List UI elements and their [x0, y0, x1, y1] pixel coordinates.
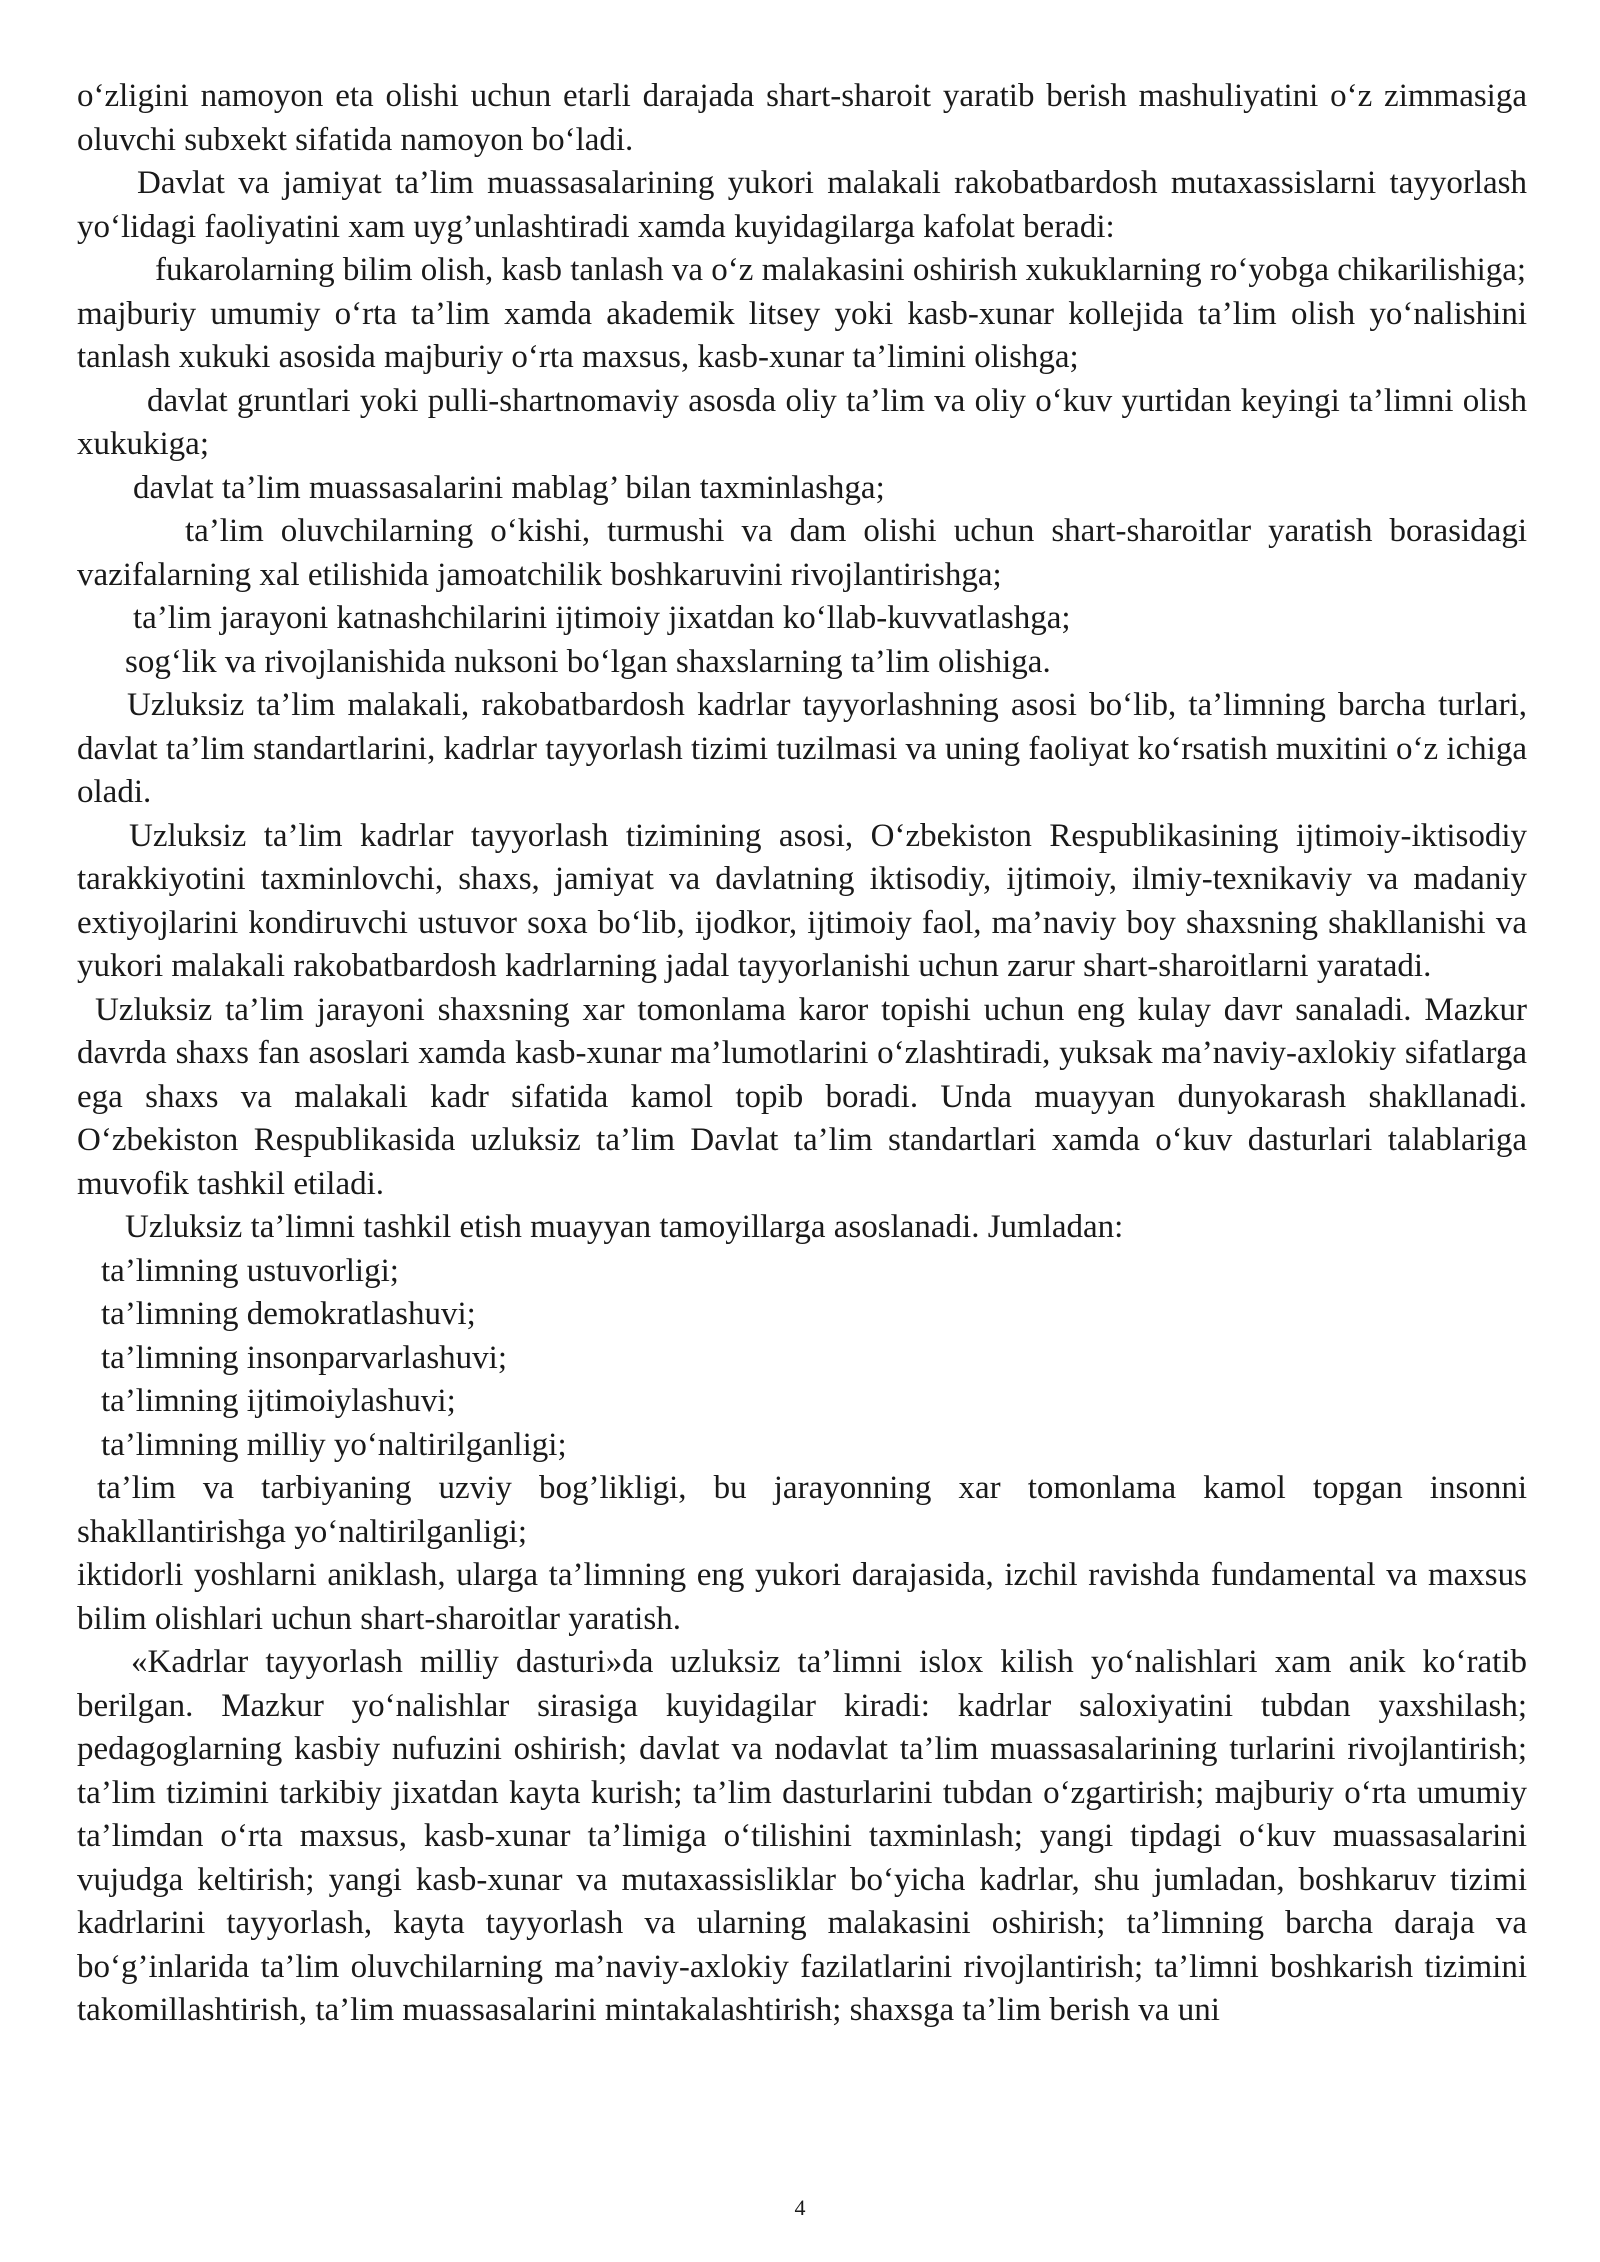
- list-item: iktidorli yoshlarni aniklash, ularga ta’limning eng yukori darajasida, izchil ravishda fundamental va maxsus bilim olishlari uchun shart-sharoitlar yaratish.: [77, 1557, 1527, 1637]
- list-item: ta’limning ijtimoiylashuvi;: [101, 1383, 456, 1419]
- list-item: sog‘lik va rivojlanishida nuksoni bo‘lgan shaxslarning ta’lim olishiga.: [125, 643, 1051, 680]
- paragraph: «Kadrlar tayyorlash milliy dasturi»da uzluksiz ta’limni islox kilish yo‘nalishlari xam anik ko‘ratib berilgan. Mazkur yo‘nalishlar sirasiga kuyidagilar kiradi: kadrlar saloxiyatini tubdan yaxshilash; pedagoglarning kasbiy nufuzini oshirish; davlat va nodavlat ta’lim muassasalarining turlarini rivojlantirish; ta’lim tizimini tarkibiy jixatdan kayta kurish; ta’lim dasturlarini tubdan o‘zgartirish; majburiy o‘rta umumiy ta’limdan o‘rta maxsus, kasb-xunar ta’limiga o‘tilishini taxminlash; yangi tipdagi o‘kuv muassasalarini vujudga keltirish; yangi kasb-xunar va mutaxassisliklar bo‘yicha kadrlar, shu jumladan, boshkaruv tizimi kadrlarini tayyorlash, kayta tayyorlash va ularning malakasini oshirish; ta’limning barcha daraja va bo‘g’inlarida ta’lim oluvchilarning ma’naviy-axlokiy fazilatlarini rivojlantirish; ta’limni boshkarish tizimini takomillashtirish, ta’lim muassasalarini mintakalashtirish; shaxsga ta’lim berish va uni: [77, 1644, 1527, 2028]
- document-body: [77, 75, 1527, 2033]
- list-item: davlat ta’lim muassasalarini mablag’ bilan taxminlashga;: [133, 469, 885, 506]
- list-item: fukarolarning bilim olish, kasb tanlash va o‘z malakasini oshirish xukuklarning ro‘yobga chikarilishiga;: [155, 252, 1527, 288]
- list-item: davlat gruntlari yoki pulli-shartnomaviy asosda oliy ta’lim va oliy o‘kuv yurtidan keyingi ta’limni olish xukukiga;: [77, 382, 1527, 462]
- list-item: majburiy umumiy o‘rta ta’lim xamda akademik litsey yoki kasb-xunar kollejida ta’lim olish yo‘nalishini tanlash xukuki asosida majburiy o‘rta maxsus, kasb-xunar ta’limini olishga;: [77, 295, 1527, 375]
- list-item: ta’lim oluvchilarning o‘kishi, turmushi va dam olishi uchun shart-sharoitlar yaratish borasidagi vazifalarning xal etilishida jamoatchilik boshkaruvini rivojlantirishga;: [77, 513, 1527, 593]
- list-item: ta’limning demokratlashuvi;: [101, 1296, 476, 1332]
- list-item: ta’limning milliy yo‘naltirilganligi;: [101, 1426, 567, 1463]
- list-item: ta’limning insonparvarlashuvi;: [101, 1339, 508, 1376]
- list-item: ta’limning ustuvorligi;: [101, 1252, 399, 1289]
- page-number: 4: [794, 2195, 806, 2220]
- paragraph: Uzluksiz ta’lim kadrlar tayyorlash tizimining asosi, O‘zbekiston Respublikasining ijtimoiy-iktisodiy tarakkiyotini taxminlovchi, shaxs, jamiyat va davlatning iktisodiy, ijtimoiy, ilmiy-texnikaviy va madaniy extiyojlarini kondiruvchi ustuvor soxa bo‘lib, ijodkor, ijtimoiy faol, ma’naviy boy shaxsning shakllanishi va yukori malakali rakobatbardosh kadrlarning jadal tayyorlanishi uchun zarur shart-sharoitlarni yaratadi.: [77, 817, 1527, 984]
- list-item: ta’lim jarayoni katnashchilarini ijtimoiy jixatdan ko‘llab-kuvvatlashga;: [133, 600, 1071, 636]
- paragraph: Uzluksiz ta’lim malakali, rakobatbardosh kadrlar tayyorlashning asosi bo‘lib, ta’limning barcha turlari, davlat ta’lim standartlarini, kadrlar tayyorlash tizimi tuzilmasi va uning faoliyat ko‘rsatish muxitini o‘z ichiga oladi.: [77, 687, 1527, 810]
- paragraph: o‘zligini namoyon eta olishi uchun etarli darajada shart-sharoit yaratib berish mashuliyatini o‘z zimmasiga oluvchi subxekt sifatida namoyon bo‘ladi.: [77, 78, 1527, 158]
- list-item: ta’lim va tarbiyaning uzviy bog’likligi, bu jarayonning xar tomonlama kamol topgan insonni shakllantirishga yo‘naltirilganligi;: [77, 1470, 1527, 1550]
- paragraph: Uzluksiz ta’lim jarayoni shaxsning xar tomonlama karor topishi uchun eng kulay davr sanaladi. Mazkur davrda shaxs fan asoslari xamda kasb-xunar ma’lumotlarini o‘zlashtiradi, yuksak ma’naviy-axlokiy sifatlarga ega shaxs va malakali kadr sifatida kamol topib boradi. Unda muayyan dunyokarash shakllanadi. O‘zbekiston Respublikasida uzluksiz ta’lim Davlat ta’lim standartlari xamda o‘kuv dasturlari talablariga muvofik tashkil etiladi.: [77, 991, 1527, 1202]
- paragraph: Davlat va jamiyat ta’lim muassasalarining yukori malakali rakobatbardosh mutaxassislarni tayyorlash yo‘lidagi faoliyatini xam uyg’unlashtiradi xamda kuyidagilarga kafolat beradi:: [77, 165, 1527, 245]
- paragraph: Uzluksiz ta’limni tashkil etish muayyan tamoyillarga asoslanadi. Jumladan:: [125, 1209, 1124, 1245]
